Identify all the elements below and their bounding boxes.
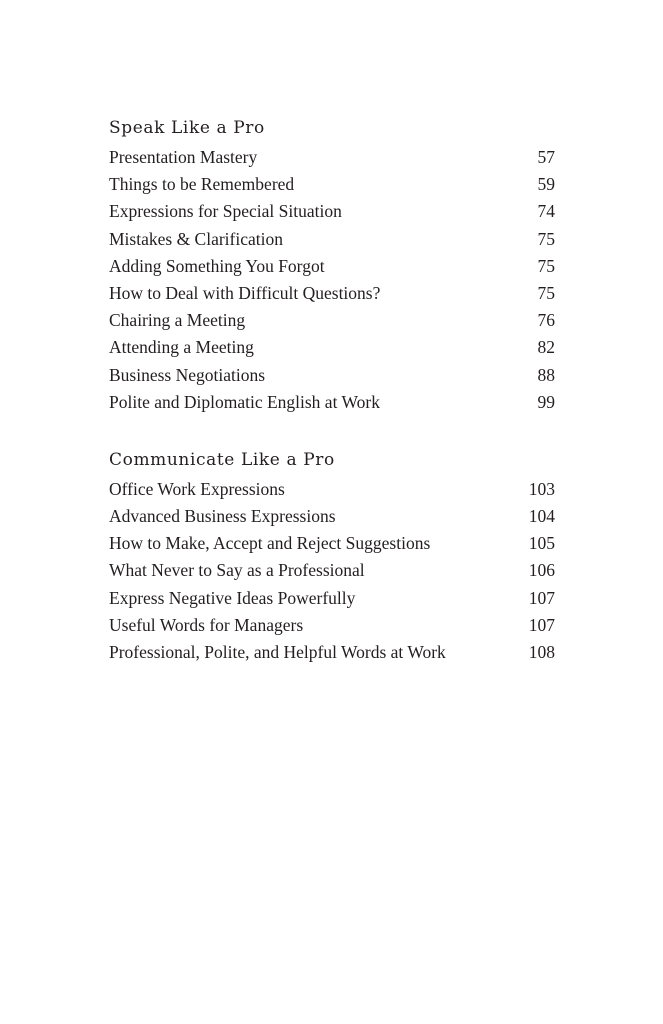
toc-entry[interactable]: [109, 503, 555, 530]
table-of-contents: [109, 116, 555, 698]
entry-page-number: 75: [537, 255, 555, 276]
entry-title: Business Negotiations: [109, 364, 266, 385]
entry-page-number: 57: [537, 147, 555, 167]
entry-page-number: 74: [537, 201, 555, 222]
entry-title: Attending a Meeting: [109, 337, 254, 358]
entry-title: Professional, Polite, and Helpful Words at Work: [109, 642, 446, 662]
entry-title: What Never to Say as a Professional: [109, 560, 365, 581]
entry-page-number: 104: [528, 506, 555, 527]
entry-page-number: 108: [528, 642, 555, 662]
entry-title: Express Negative Ideas Powerfully: [109, 587, 356, 608]
entry-title: Things to be Remembered: [109, 174, 295, 195]
entry-title: Adding Something You Forgot: [109, 255, 325, 276]
entry-page-number: 59: [537, 174, 555, 195]
entry-title: Polite and Diplomatic English at Work: [109, 391, 380, 412]
entry-page-number: 103: [528, 478, 555, 499]
entry-title: Chairing a Meeting: [109, 310, 246, 331]
toc-entry[interactable]: [109, 530, 555, 557]
entry-title: Advanced Business Expressions: [109, 506, 336, 527]
entry-page-number: 75: [537, 228, 555, 249]
toc-entry[interactable]: [109, 334, 555, 361]
entry-title: Presentation Mastery: [109, 147, 258, 167]
entry-page-number: 106: [528, 560, 555, 581]
entry-page-number: 99: [537, 391, 555, 412]
entry-page-number: 76: [537, 310, 555, 331]
toc-entry[interactable]: [109, 557, 555, 584]
entry-page-number: 107: [528, 587, 555, 608]
toc-entry[interactable]: [109, 144, 555, 171]
toc-entry[interactable]: [109, 171, 555, 198]
entry-title: How to Make, Accept and Reject Suggestions: [109, 533, 431, 554]
entry-title: Office Work Expressions: [109, 478, 285, 499]
entry-page-number: 105: [528, 533, 555, 554]
entry-page-number: 75: [537, 282, 555, 303]
toc-section-communicate-like-a-pro: [109, 448, 555, 666]
toc-section-speak-like-a-pro: [109, 116, 555, 416]
toc-entry[interactable]: [109, 307, 555, 334]
toc-entry[interactable]: [109, 585, 555, 612]
entry-title: Expressions for Special Situation: [109, 201, 342, 222]
section-title: Communicate Like a Pro: [109, 449, 335, 470]
entry-page-number: 107: [528, 614, 555, 635]
entry-title: How to Deal with Difficult Questions?: [109, 282, 381, 303]
toc-entry[interactable]: [109, 389, 555, 416]
toc-entry[interactable]: [109, 198, 555, 225]
toc-entry[interactable]: [109, 280, 555, 307]
section-title: Speak Like a Pro: [109, 118, 265, 138]
toc-entry[interactable]: [109, 612, 555, 639]
entry-page-number: 82: [537, 337, 555, 358]
toc-entry[interactable]: [109, 476, 555, 503]
toc-entry[interactable]: [109, 226, 555, 253]
entry-title: Useful Words for Managers: [109, 614, 304, 635]
toc-entry[interactable]: [109, 362, 555, 389]
entry-page-number: 88: [537, 364, 555, 385]
entry-title: Mistakes & Clarification: [109, 228, 283, 249]
toc-entry[interactable]: [109, 639, 555, 666]
toc-entry[interactable]: [109, 253, 555, 280]
